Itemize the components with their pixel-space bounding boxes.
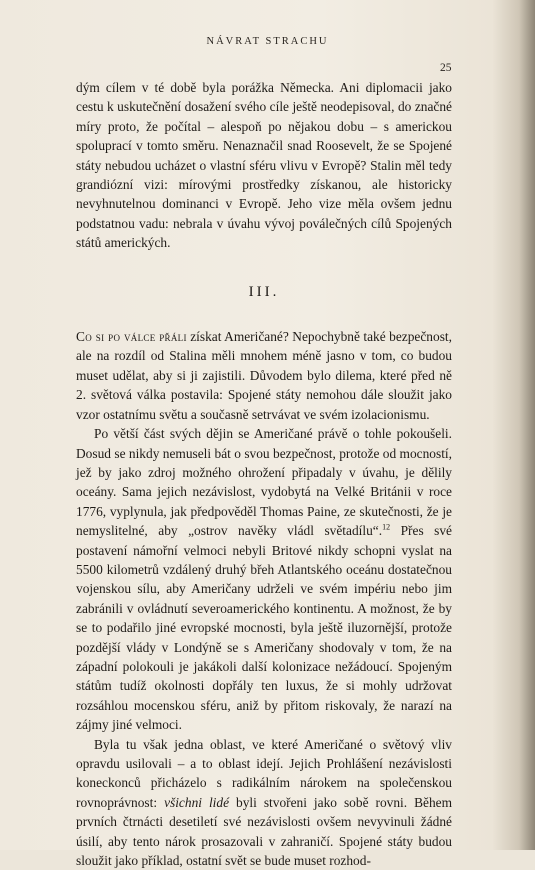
page-number: 25 <box>440 62 452 74</box>
paragraph-2-text: získat Američané? Nepochybně také bezpečnost, ale na rozdíl od Stalina měli mnohem méně jasno v tom, co budou muset udělat, aby si ji zajistili. Důvodem bylo dilema, které před ně 2. světová válka postavila: Spojené státy nemohou dále sloužit jako vzor ostatnímu světu a současně setrvávat ve svém izolacionismu. <box>76 329 452 422</box>
running-header: NÁVRAT STRACHU <box>206 36 329 47</box>
paragraph-4-text-b: byli stvořeni jako sobě rovni. Během prvních čtrnácti desetiletí své nezávislosti ovšem nevyvinuli žádné úsilí, aby tento nárok prosazovali v zahraničí. Spojené státy budou sloužit jako příklad, ostatní svět se bude muset rozhod- <box>76 794 452 869</box>
paragraph-4-text-a: Byla tu však jedna oblast, ve které Američané o světový vliv opravdu usilovali – a to oblast idejí. Jejich Prohlášení nezávislosti koneckonců přicházelo s radikálním nárokem na společenskou rovnoprávnost: <box>76 736 452 810</box>
paragraph-1: dým cílem v té době byla porážka Německa. Ani diplomacii jako cestu k uskutečnění dosažení svého cíle ještě neodepisoval, do značné míry proto, že počítal – alespoň po nějakou dobu – s americkou spoluprací v tomto směru. Nenaznačil snad Roosevelt, že se Spojené státy nebudou ucházet o vlastní sféru vlivu v Evropě? Stalin měl tedy grandiózní vizi: mírovými prostředky získanou, ale historicky nevyhnutelnou dominanci v Evropě. Jeho vize měla ovšem jednu podstatnou vadu: nebrala v úvahu vývoj poválečných cílů Spojených států amerických. <box>76 80 452 251</box>
paragraph-3-text-a: Po větší část svých dějin se Američané právě o tohle pokoušeli. Dosud se nikdy nemuseli bát o svou bezpečnost, protože od mocností, jež by jako zdroj možného ohrožení připadaly v úvahu, je dělily oceány. Sama jejich nezávislost, vydobytá na Velké Británii v roce 1776, vyplynula, jak předpověděl Thomas Paine, ze skutečnosti, že je nemyslitelné, aby „ostrov navěky vládl světadílu“. <box>76 426 452 539</box>
section-heading: III. <box>248 283 280 300</box>
paragraph-3-text-b: Přes své postavení námořní velmoci nebyli Britové nikdy schopni vyslat na 5500 kilometrů vzdálený druhý břeh Atlantského oceánu dostatečnou vojenskou sílu, aby Američany udrželi ve svém impériu nebo jim zabránili v ovládnutí severoamerického kontinentu. A možnost, že by se to podařilo jiné evropské mocnosti, byla ještě iluzornější, protože pozdější vlády v Londýně se s Američany shodovaly v tom, že na západní polokouli je jakákoli další kolonizace nežádoucí. Spojeným státům tudíž okolnosti dopřály ten luxus, že si mohly udržovat rozsáhlou mocenskou sféru, aniž by přitom riskovaly, že narazí na zájmy jiné velmoci. <box>76 523 452 733</box>
paragraph-2 <box>76 327 452 424</box>
paragraph-4-italic: všichni lidé <box>164 794 230 810</box>
body-text <box>76 78 452 870</box>
paragraph-3 <box>76 424 452 735</box>
lead-in-smallcaps: Co si po válce přáli <box>76 329 187 345</box>
footnote-ref-12: 12 <box>382 522 391 532</box>
